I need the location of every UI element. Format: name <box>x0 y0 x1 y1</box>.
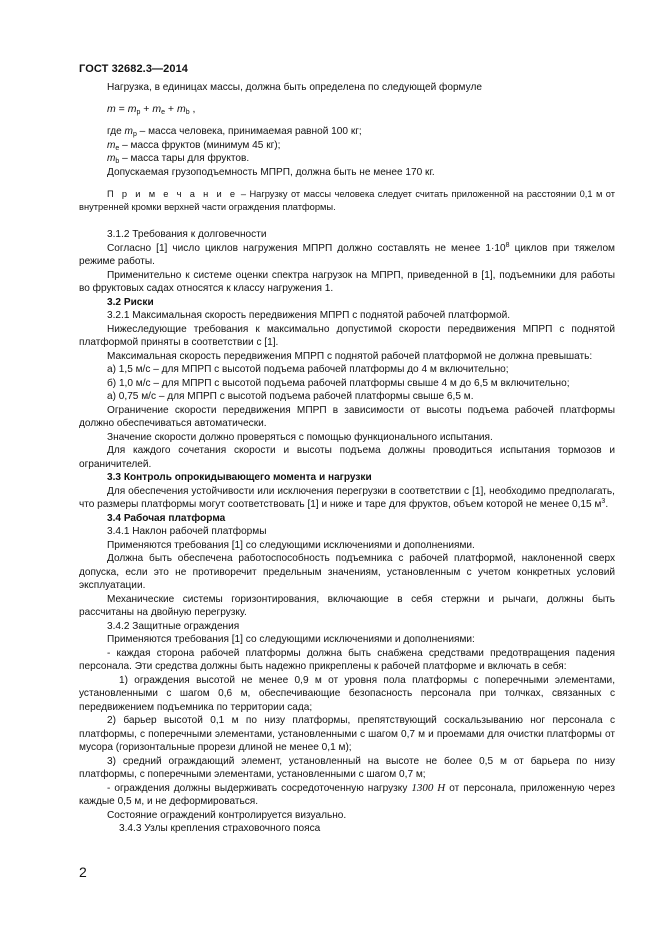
page-number: 2 <box>79 864 87 880</box>
section-3-2-1-item-a: а) 1,5 м/с – для МПРП с высотой подъема рабочей платформы до 4 м включительно; <box>107 364 509 375</box>
section-3-4-1-para-3: Механические системы горизонтирования, включающие в себя стержни и рычаги, должны быть рассчитаны на двойную перегрузку. <box>79 593 615 618</box>
section-3-4-2-para-3 <box>79 782 615 809</box>
section-3-4-2-item-3: 3) средний ограждающий элемент, установленный на высоте не более 0,5 м от барьера по низу платформы, с поперечными элементами, установленными с шагом 0,7 м; <box>79 755 615 780</box>
load-value: 1300 Н <box>411 781 446 794</box>
section-3-2-1-para-6: Для каждого сочетания скорости и высоты подъема должны проводиться испытания тормозов и ограничителей. <box>79 445 615 470</box>
section-3-3-title: 3.3 Контроль опрокидывающего момента и нагрузки <box>107 472 372 483</box>
where-line-2: $m_e$ – масса фруктов (минимум 45 кг); <box>107 139 281 152</box>
section-3-4-3-title: 3.4.3 Узлы крепления страховочного пояса <box>119 823 321 834</box>
mass-formula: $m = m_p + m_e + m_b$ , <box>107 102 196 116</box>
capacity-line: Допускаемая грузоподъемность МПРП, должна быть не менее 170 кг. <box>107 166 435 178</box>
section-3-4-2-para-2: - каждая сторона рабочей платформы должна быть снабжена средствами предотвращения падения персонала. Эти средства должны быть надежно прикреплены к рабочей платформе и включать в себя: <box>79 647 615 672</box>
section-3-4-title: 3.4 Рабочая платформа <box>107 512 226 524</box>
note-label: П р и м е ч а н и е <box>107 189 238 199</box>
note-text: – Нагрузку от массы человека следует считать приложенной на расстоянии 0,1 м от внутренней кромки верхней части ограждения платформы. <box>79 189 616 212</box>
note-paragraph <box>79 188 615 214</box>
section-3-4-1-title: 3.4.1 Наклон рабочей платформы <box>107 526 267 537</box>
section-3-1-2-para-2: Применительно к системе оценки спектра нагрузок на МПРП, приведенной в [1], подъемники для работы во фруктовых садах относятся к классу нагружения 1. <box>79 269 615 294</box>
section-3-2-1-para-1: 3.2.1 Максимальная скорость передвижения МПРП с поднятой рабочей платформой. <box>107 310 511 321</box>
section-3-4-1-para-1: Применяются требования [1] со следующими исключениями и дополнениями. <box>107 539 475 551</box>
section-3-2-1-para-5: Значение скорости должно проверяться с помощью функционального испытания. <box>107 431 493 443</box>
section-3-4-2-para-1: Применяются требования [1] со следующими исключениями и дополнениями: <box>107 634 475 645</box>
section-3-4-1-para-2: Должна быть обеспечена работоспособность подъемника с рабочей платформой, наклоненной сверх допуска, если это не противоречит предельным значениям, установленным с учетом конкретных условий эксплуатации. <box>79 553 615 591</box>
where-line-3: $m_b$ – масса тары для фруктов. <box>107 153 250 165</box>
document-body <box>79 81 615 836</box>
section-3-2-1-para-2: Нижеследующие требования к максимально допустимой скорости передвижения МПРП с поднятой платформой приняты в соответствии с [1]. <box>79 323 615 348</box>
section-3-1-2-para-1: Согласно [1] число циклов нагружения МПРП должно составлять не менее $1\cdot 10^8$ циклов при тяжелом режиме работы. <box>79 241 615 267</box>
section-3-3-para-1: Для обеспечения устойчивости или исключения перегрузки в соответствии с [1], необходимо предполагать, что размеры платформы могут соответствовать [1] и ниже и таре для фруктов, объем которой не менее 0,15 $м^3$. <box>79 485 615 510</box>
section-3-2-1-item-b: б) 1,0 м/с – для МПРП с высотой подъема рабочей платформы свыше 4 м до 6,5 м включительно; <box>107 377 570 389</box>
section-3-2-1-item-c: а) 0,75 м/с – для МПРП с высотой подъема рабочей платформы свыше 6,5 м. <box>107 391 474 402</box>
section-3-4-2-title: 3.4.2 Защитные ограждения <box>107 620 240 632</box>
section-3-1-2-title: 3.1.2 Требования к долговечности <box>107 229 267 240</box>
section-3-2-title: 3.2 Риски <box>107 296 154 308</box>
section-3-2-1-para-3: Максимальная скорость передвижения МПРП с поднятой рабочей платформой не должна превышать: <box>107 350 593 362</box>
section-3-4-2-item-2: 2) барьер высотой 0,1 м по низу платформы, препятствующий соскальзыванию ног персонала с платформы, с поперечными элементами, установленными с шагом 0,7 м и проемами для очистки платформы от мусора (горизонтальные прорези длиной не менее 0,1 м); <box>79 715 615 753</box>
section-3-2-1-para-4: Ограничение скорости передвижения МПРП в зависимости от высоты подъема рабочей платформы должно обеспечиваться автоматически. <box>79 404 615 429</box>
load-text-a: - ограждения должны выдерживать сосредоточенную нагрузку <box>107 782 412 794</box>
document-header: ГОСТ 32682.3—2014 <box>79 63 189 75</box>
section-3-4-2-para-4: Состояние ограждений контролируется визуально. <box>107 809 347 821</box>
intro-paragraph: Нагрузка, в единицах массы, должна быть определена по следующей формуле <box>107 82 482 93</box>
section-3-4-2-item-1: 1) ограждения высотой не менее 0,9 м от уровня пола платформы с поперечными элементами, установленными с шагом 0,6 м, обеспечивающие безопасность персонала при толчках, связанных с передвижением подъемника по территории сада; <box>79 674 615 713</box>
load-text-b: от персонала, приложенную через каждые 0,5 м, и не деформироваться. <box>79 782 616 807</box>
where-line-1: где $m_p$ – масса человека, принимаемая равной 100 кг; <box>107 126 362 138</box>
